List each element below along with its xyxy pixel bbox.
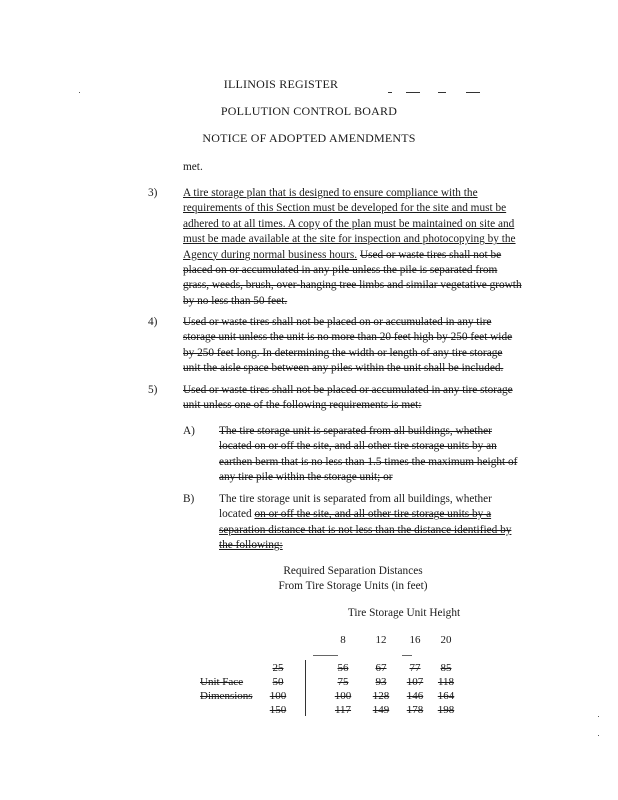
item4-text [183, 315, 543, 377]
issue-blank-1 [388, 92, 392, 93]
subA-label: A) [183, 425, 195, 437]
text-line: storage unit unless the unit is no more than 20 feet high by 250 feet wide [183, 331, 513, 344]
subB-label: B) [183, 493, 195, 505]
item5-text [183, 383, 543, 414]
text-line: the following: [219, 539, 283, 552]
table-cell: 77 [409, 662, 421, 674]
table-cell: 93 [375, 676, 387, 688]
table-cell: 118 [437, 676, 455, 688]
text-line: earthen berm that is no less than 1.5 times the maximum height of [219, 455, 518, 468]
height-header: 12 [375, 634, 387, 646]
text-line: Agency during normal business hours. Used or waste tires shall not be [183, 248, 502, 261]
scan-speck [79, 92, 80, 93]
text-line: A tire storage plan that is designed to ensure compliance with the [183, 187, 478, 199]
scan-speck [598, 735, 599, 736]
table-cell: 75 [337, 676, 349, 688]
dash-rule [313, 655, 338, 656]
table-cell: 100 [334, 690, 352, 702]
table-cell: 128 [372, 690, 390, 702]
subA-text [219, 424, 549, 486]
table-divider [305, 660, 306, 716]
scan-speck [598, 716, 599, 717]
table-title: Required Separation Distances [283, 565, 423, 577]
item3-label: 3) [148, 187, 158, 199]
text-line: located on or off the site, and all other tire storage units by an [219, 440, 497, 453]
text-line: The tire storage unit is separated from all buildings, whether [219, 493, 492, 505]
dash-rule [402, 655, 412, 656]
issue-blank-3 [438, 92, 446, 93]
text-line: adhered to at all times. A copy of the plan must be maintained on site and [183, 217, 515, 230]
register-title: ILLINOIS REGISTER [223, 77, 339, 91]
continuation-text: met. [183, 161, 203, 173]
issue-blank-2 [406, 92, 420, 93]
board-header: POLLUTION CONTROL BOARD [220, 104, 398, 118]
item4-label: 4) [148, 316, 158, 328]
text-line: must be made available at the site for inspection and photocopying by the [183, 233, 516, 246]
table-cell: 146 [406, 690, 424, 702]
table-cell: 100 [269, 690, 287, 702]
notice-header: NOTICE OF ADOPTED AMENDMENTS [202, 131, 416, 145]
row-label-dimensions: Dimensions [200, 690, 253, 702]
issue-blank-4 [466, 92, 480, 93]
table-cell: 178 [406, 704, 424, 716]
register-header [0, 77, 618, 92]
text-line: by no less than 50 feet. [183, 294, 288, 307]
table-cell: 50 [272, 676, 284, 688]
text-line: unit the aisle space between any piles within the unit shall be included. [183, 362, 504, 375]
text-line: unit unless one of the following requirements is met: [183, 399, 422, 412]
table-cell: 164 [437, 690, 455, 702]
table-cell: 149 [372, 704, 390, 716]
table-cell: 67 [375, 662, 387, 674]
item3-text [183, 186, 543, 309]
text-line: placed on or accumulated in any pile unless the pile is separated from [183, 264, 498, 277]
height-header: 16 [409, 634, 421, 646]
text-line: requirements of this Section must be developed for the site and must be [183, 202, 507, 215]
text-line: The tire storage unit is separated from all buildings, whether [219, 425, 492, 437]
text-line: any tire pile within the storage unit; or [219, 471, 393, 484]
subB-text [219, 492, 549, 554]
column-group-header: Tire Storage Unit Height [347, 607, 461, 619]
table-cell: 117 [334, 704, 352, 716]
table-cell: 25 [272, 662, 284, 674]
text-line: by 250 feet long. In determining the width or length of any tire storage [183, 346, 503, 359]
table-cell: 150 [269, 704, 287, 716]
text-line: Used or waste tires shall not be placed or accumulated in any tire storage [183, 384, 513, 396]
text-line: grass, weeds, brush, over-hanging tree limbs and similar vegetative growth [183, 279, 522, 292]
height-header: 20 [440, 634, 452, 646]
table-cell: 198 [437, 704, 455, 716]
table-cell: 56 [337, 662, 349, 674]
table-subtitle: From Tire Storage Units (in feet) [278, 580, 428, 592]
table-cell: 107 [406, 676, 424, 688]
text-line: located on or off the site, and all other tire storage units by a [219, 508, 492, 521]
text-line: Used or waste tires shall not be placed on or accumulated in any tire [183, 316, 492, 328]
height-header: 8 [340, 634, 346, 646]
row-label-unit-face: Unit Face [200, 676, 244, 688]
text-line: separation distance that is not less than the distance identified by [219, 523, 512, 536]
table-cell: 85 [440, 662, 452, 674]
item5-label: 5) [148, 384, 158, 396]
